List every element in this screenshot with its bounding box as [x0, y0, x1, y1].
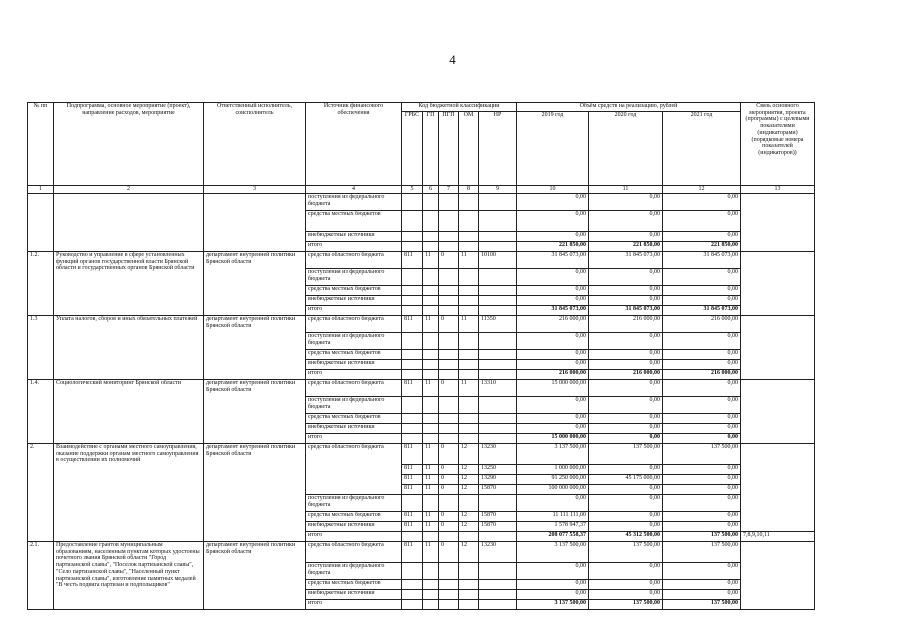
source-label: поступления из федерального бюджета	[306, 333, 402, 350]
code-grbs: 811	[402, 485, 423, 495]
column-number: 8	[459, 186, 479, 194]
value-2021: 0,00	[663, 424, 741, 434]
value-2019: 0,00	[517, 269, 589, 286]
value-2019: 216 000,00	[517, 316, 589, 333]
value-2021: 0,00	[663, 590, 741, 600]
value-2019: 100 000 000,00	[517, 485, 589, 495]
value-2019: 221 850,00	[517, 242, 589, 252]
code-nr: 10100	[479, 252, 517, 269]
source-label: поступления из федерального бюджета	[306, 194, 402, 211]
value-2020: 0,00	[589, 434, 663, 444]
value-2020: 0,00	[589, 563, 663, 580]
code-nr: 13230	[479, 542, 517, 563]
code-grbs: 811	[402, 380, 423, 397]
value-2019: 0,00	[517, 296, 589, 306]
value-2020: 0,00	[589, 350, 663, 360]
value-2021: 0,00	[663, 512, 741, 522]
header-name: Подпрограмма, основное мероприятие (проект), направление расходов, мероприятие	[54, 103, 204, 186]
code-nr: 15870	[479, 512, 517, 522]
source-label: средства местных бюджетов	[306, 512, 402, 522]
source-label: средства местных бюджетов	[306, 286, 402, 296]
table-row	[28, 252, 815, 269]
value-2020: 0,00	[589, 512, 663, 522]
value-2020: 0,00	[589, 333, 663, 350]
code-pgp: 0	[439, 475, 459, 485]
cell-link	[741, 194, 815, 252]
code-gp: 11	[423, 380, 439, 397]
cell-no	[28, 194, 54, 252]
source-label: внебюджетные источники	[306, 232, 402, 242]
source-label: средства местных бюджетов	[306, 580, 402, 590]
value-2020: 137 500,00	[589, 444, 663, 465]
source-label: средства областного бюджета	[306, 316, 402, 333]
code-grbs: 811	[402, 252, 423, 269]
code-om: 12	[459, 465, 479, 475]
cell-executor: департамент внутренней политики Брянской области	[204, 542, 306, 610]
value-2021: 221 850,00	[663, 242, 741, 252]
cell-no: 1.4.	[28, 380, 54, 444]
code-om: 11	[459, 380, 479, 397]
code-pgp: 0	[439, 465, 459, 475]
source-label: поступления из федерального бюджета	[306, 397, 402, 414]
value-2020: 0,00	[589, 397, 663, 414]
cell-executor: департамент внутренней политики Брянской области	[204, 380, 306, 444]
source-label: поступления из федерального бюджета	[306, 269, 402, 286]
table-row	[28, 194, 815, 211]
code-om: 11	[459, 252, 479, 269]
code-grbs: 811	[402, 475, 423, 485]
value-2020: 0,00	[589, 485, 663, 495]
header-row	[28, 103, 815, 112]
value-2021: 0,00	[663, 333, 741, 350]
value-2020: 0,00	[589, 194, 663, 211]
source-label: средства местных бюджетов	[306, 414, 402, 424]
value-2021: 0,00	[663, 495, 741, 512]
value-2019: 0,00	[517, 286, 589, 296]
code-om: 11	[459, 316, 479, 333]
source-label: средства областного бюджета	[306, 542, 402, 563]
source-label: средства областного бюджета	[306, 380, 402, 397]
code-pgp: 0	[439, 444, 459, 465]
value-2021: 0,00	[663, 350, 741, 360]
cell-link	[741, 252, 815, 316]
cell-executor: департамент внутренней политики Брянской области	[204, 316, 306, 380]
header-code-grbs: ГРБС	[402, 112, 423, 186]
code-om: 12	[459, 475, 479, 485]
header-code-nr: НР	[479, 112, 517, 186]
source-label: итого	[306, 600, 402, 610]
code-nr: 13310	[479, 380, 517, 397]
value-2021: 0,00	[663, 360, 741, 370]
code-grbs: 811	[402, 465, 423, 475]
header-year-2021: 2021 год	[663, 112, 741, 186]
code-nr: 11350	[479, 316, 517, 333]
value-2020: 137 500,00	[589, 542, 663, 563]
code-grbs: 811	[402, 522, 423, 532]
value-2019: 208 077 558,37	[517, 532, 589, 542]
value-2020: 45 312 500,00	[589, 532, 663, 542]
source-label: итого	[306, 306, 402, 316]
source-label: внебюджетные источники	[306, 424, 402, 434]
cell-executor: департамент внутренней политики Брянской области	[204, 252, 306, 316]
code-gp: 11	[423, 475, 439, 485]
value-2021: 0,00	[663, 434, 741, 444]
value-2019: 15 000 000,00	[517, 380, 589, 397]
value-2019: 216 000,00	[517, 370, 589, 380]
value-2021: 0,00	[663, 563, 741, 580]
value-2020: 0,00	[589, 360, 663, 370]
header-code-om: ОМ	[459, 112, 479, 186]
cell-link	[741, 542, 815, 610]
value-2019: 3 137 500,00	[517, 542, 589, 563]
value-2021: 137 500,00	[663, 532, 741, 542]
value-2021: 0,00	[663, 485, 741, 495]
value-2019: 31 845 073,00	[517, 306, 589, 316]
value-2020: 0,00	[589, 495, 663, 512]
source-label: внебюджетные источники	[306, 360, 402, 370]
cell-link	[741, 316, 815, 380]
value-2019: 3 137 500,00	[517, 444, 589, 465]
value-2020: 45 175 000,00	[589, 475, 663, 485]
column-numbers-row	[28, 186, 815, 194]
code-om: 12	[459, 485, 479, 495]
value-2021: 31 845 073,00	[663, 252, 741, 269]
value-2021: 0,00	[663, 397, 741, 414]
table-row	[28, 542, 815, 563]
value-2020: 31 845 073,00	[589, 252, 663, 269]
value-2020: 137 500,00	[589, 600, 663, 610]
column-number: 7	[439, 186, 459, 194]
cell-executor: департамент внутренней политики Брянской области	[204, 444, 306, 542]
cell-name: Уплата налогов, сборов и иных обязательных платежей	[54, 316, 204, 380]
code-om: 12	[459, 522, 479, 532]
page-number: 4	[449, 52, 456, 67]
value-2019: 0,00	[517, 194, 589, 211]
code-om: 12	[459, 512, 479, 522]
code-om: 12	[459, 542, 479, 563]
value-2019: 0,00	[517, 211, 589, 232]
value-2021: 0,00	[663, 194, 741, 211]
cell-name: Взаимодействие с органами местного самоуправления, оказание поддержки органам местного самоуправления в осуществлении их полномочий	[54, 444, 204, 542]
header-no: № пп	[28, 103, 54, 186]
code-gp: 11	[423, 485, 439, 495]
column-number: 10	[517, 186, 589, 194]
value-2020: 216 000,00	[589, 370, 663, 380]
value-2020: 31 845 073,00	[589, 306, 663, 316]
source-label: внебюджетные источники	[306, 590, 402, 600]
value-2019: 11 111 111,00	[517, 512, 589, 522]
header-year-2019: 2019 год	[517, 112, 589, 186]
value-2021: 0,00	[663, 286, 741, 296]
code-pgp: 0	[439, 252, 459, 269]
cell-link: 7,8,9,10,11	[741, 532, 815, 542]
value-2020: 0,00	[589, 232, 663, 242]
cell-name	[54, 194, 204, 252]
value-2019: 0,00	[517, 563, 589, 580]
value-2019: 0,00	[517, 232, 589, 242]
value-2020: 0,00	[589, 211, 663, 232]
cell-no: 1.2.	[28, 252, 54, 316]
value-2019: 31 845 073,00	[517, 252, 589, 269]
value-2019: 0,00	[517, 424, 589, 434]
value-2019: 1 000 000,00	[517, 465, 589, 475]
cell-name: Предоставление грантов муниципальным образованиям, населенным пунктам которых удостоены почетного звания Брянской области "Город партизанской славы", "Поселок партизанской славы", "Село партизанской славы", "Населенный пункт партизанской славы", изготовление памятных медалей "В честь подвига партизан и подпольщиков"	[54, 542, 204, 610]
source-label: внебюджетные источники	[306, 522, 402, 532]
header-code-gp: ГП	[423, 112, 439, 186]
budget-table	[27, 102, 815, 610]
header-source: Источник финансового обеспечения	[306, 103, 402, 186]
table-row	[28, 444, 815, 465]
value-2021: 137 500,00	[663, 600, 741, 610]
cell-link	[741, 444, 815, 532]
value-2021: 216 000,00	[663, 316, 741, 333]
source-label: поступления из федерального бюджета	[306, 495, 402, 512]
source-label: средства областного бюджета	[306, 252, 402, 269]
value-2021: 0,00	[663, 380, 741, 397]
value-2020: 0,00	[589, 424, 663, 434]
value-2019: 15 000 000,00	[517, 434, 589, 444]
column-number: 1	[28, 186, 54, 194]
table-row	[28, 380, 815, 397]
code-grbs: 811	[402, 542, 423, 563]
value-2019: 0,00	[517, 360, 589, 370]
column-number: 5	[402, 186, 423, 194]
column-number: 2	[54, 186, 204, 194]
value-2019: 0,00	[517, 590, 589, 600]
source-label: итого	[306, 370, 402, 380]
value-2020: 0,00	[589, 269, 663, 286]
code-gp: 11	[423, 465, 439, 475]
column-number: 11	[589, 186, 663, 194]
value-2021: 0,00	[663, 465, 741, 475]
value-2019: 0,00	[517, 350, 589, 360]
code-gp: 11	[423, 316, 439, 333]
source-label: итого	[306, 242, 402, 252]
code-grbs: 811	[402, 444, 423, 465]
code-gp: 11	[423, 542, 439, 563]
value-2021: 0,00	[663, 232, 741, 242]
header-year-2020: 2020 год	[589, 112, 663, 186]
code-pgp: 0	[439, 542, 459, 563]
value-2020: 0,00	[589, 414, 663, 424]
value-2021: 0,00	[663, 580, 741, 590]
column-number: 12	[663, 186, 741, 194]
source-label: итого	[306, 434, 402, 444]
cell-name: Руководство и управление в сфере установленных функций органов государственной власти Брянской области и государственных органов Брянской области	[54, 252, 204, 316]
value-2019: 0,00	[517, 414, 589, 424]
source-label: средства местных бюджетов	[306, 211, 402, 232]
value-2021: 137 500,00	[663, 444, 741, 465]
value-2019: 0,00	[517, 580, 589, 590]
table-row	[28, 316, 815, 333]
value-2021: 0,00	[663, 296, 741, 306]
code-gp: 11	[423, 252, 439, 269]
value-2019: 0,00	[517, 495, 589, 512]
cell-no: 1.3	[28, 316, 54, 380]
code-pgp: 0	[439, 316, 459, 333]
code-nr: 15870	[479, 522, 517, 532]
column-number: 3	[204, 186, 306, 194]
value-2021: 0,00	[663, 475, 741, 485]
value-2021: 0,00	[663, 414, 741, 424]
code-nr: 15870	[479, 485, 517, 495]
value-2020: 0,00	[589, 286, 663, 296]
code-gp: 11	[423, 522, 439, 532]
column-number: 6	[423, 186, 439, 194]
code-nr: 13290	[479, 475, 517, 485]
column-number: 4	[306, 186, 402, 194]
code-gp: 11	[423, 512, 439, 522]
header-code-pgp: ПГП	[439, 112, 459, 186]
header-link: Связь основного мероприятия, проекта (программы) с целевыми показателями (индикаторами) (порядковые номера показателей (индикаторов))	[741, 103, 815, 186]
value-2020: 0,00	[589, 590, 663, 600]
value-2019: 0,00	[517, 333, 589, 350]
code-pgp: 0	[439, 485, 459, 495]
column-number: 13	[741, 186, 815, 194]
value-2020: 0,00	[589, 380, 663, 397]
code-pgp: 0	[439, 380, 459, 397]
value-2021: 216 000,00	[663, 370, 741, 380]
code-pgp: 0	[439, 522, 459, 532]
value-2021: 0,00	[663, 269, 741, 286]
value-2019: 0,00	[517, 397, 589, 414]
header-executor: Ответственный исполнитель, соисполнитель	[204, 103, 306, 186]
value-2019: 3 137 500,00	[517, 600, 589, 610]
code-grbs: 811	[402, 316, 423, 333]
source-label: поступления из федерального бюджета	[306, 563, 402, 580]
source-label: итого	[306, 532, 402, 542]
source-label: средства областного бюджета	[306, 444, 402, 495]
value-2021: 0,00	[663, 211, 741, 232]
value-2020: 0,00	[589, 296, 663, 306]
source-label: внебюджетные источники	[306, 296, 402, 306]
cell-no: 2.1.	[28, 542, 54, 610]
header-codes: Код бюджетной классификации	[402, 103, 517, 112]
code-nr: 13230	[479, 444, 517, 465]
code-gp: 11	[423, 444, 439, 465]
value-2020: 221 850,00	[589, 242, 663, 252]
value-2019: 91 250 000,00	[517, 475, 589, 485]
header-volume: Объём средств на реализацию, рублей	[517, 103, 741, 112]
code-om: 12	[459, 444, 479, 465]
value-2020: 0,00	[589, 465, 663, 475]
source-label: средства местных бюджетов	[306, 350, 402, 360]
cell-name: Социологический мониторинг Брянской области	[54, 380, 204, 444]
value-2020: 0,00	[589, 580, 663, 590]
value-2019: 1 578 947,37	[517, 522, 589, 532]
code-nr: 13250	[479, 465, 517, 475]
cell-executor	[204, 194, 306, 252]
value-2020: 216 000,00	[589, 316, 663, 333]
code-grbs: 811	[402, 512, 423, 522]
value-2020: 0,00	[589, 522, 663, 532]
code-pgp: 0	[439, 512, 459, 522]
cell-link	[741, 380, 815, 444]
cell-no: 2.	[28, 444, 54, 542]
value-2021: 31 845 073,00	[663, 306, 741, 316]
value-2021: 137 500,00	[663, 542, 741, 563]
column-number: 9	[479, 186, 517, 194]
value-2021: 0,00	[663, 522, 741, 532]
